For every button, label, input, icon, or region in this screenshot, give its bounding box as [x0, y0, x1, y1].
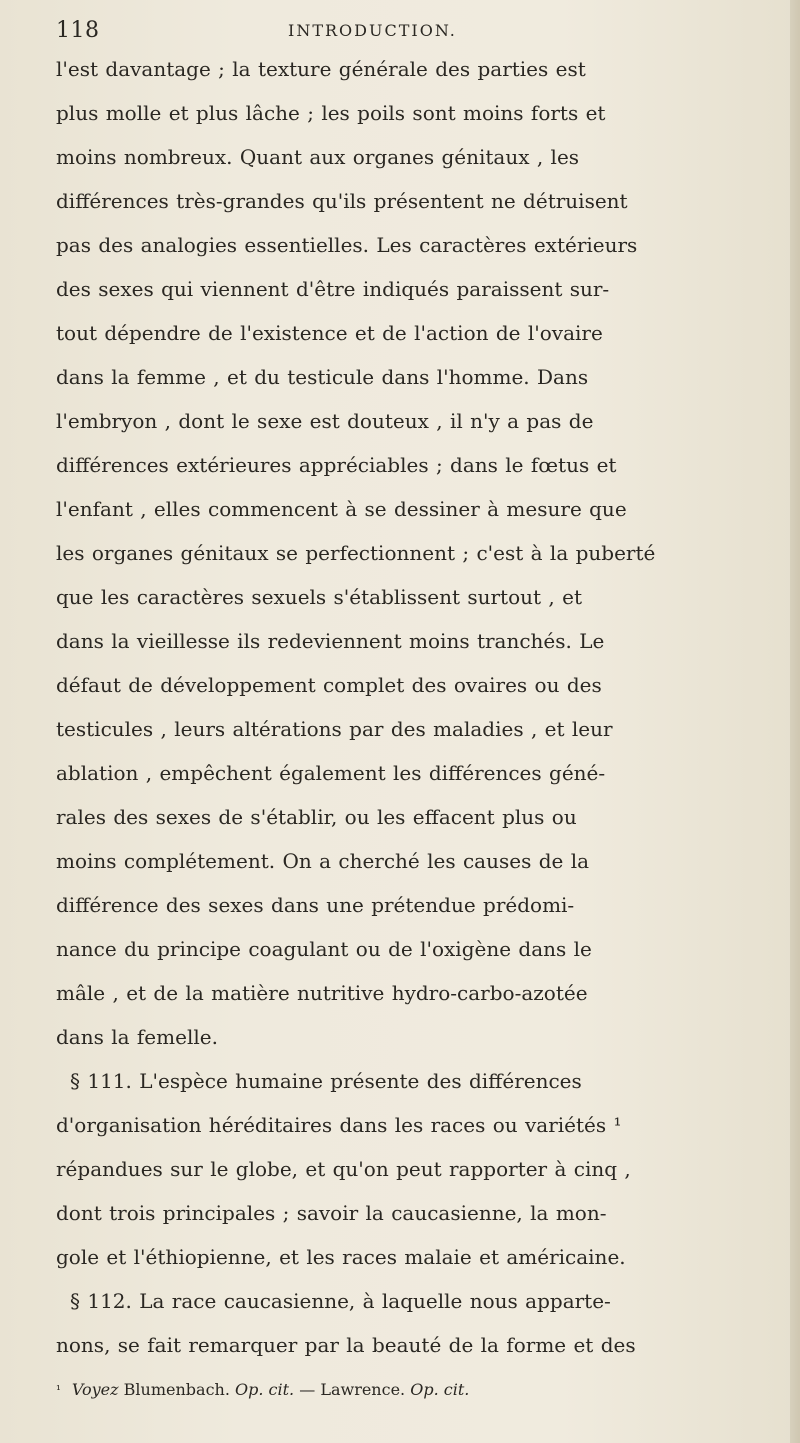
- body-line: gole et l'éthiopienne, et les races malaie et américaine.: [56, 1245, 626, 1269]
- body-line: § 112. La race caucasienne, à laquelle nous apparte-: [70, 1289, 611, 1313]
- footnote-citation: Op. cit.: [235, 1380, 295, 1399]
- body-line: d'organisation héréditaires dans les races ou variétés ¹: [56, 1113, 622, 1137]
- body-line: rales des sexes de s'établir, ou les effacent plus ou: [56, 805, 577, 829]
- body-line: différences très-grandes qu'ils présentent ne détruisent: [56, 189, 628, 213]
- body-line: des sexes qui viennent d'être indiqués paraissent sur-: [56, 277, 610, 301]
- page-number: 118: [56, 18, 100, 43]
- body-line: nance du principe coagulant ou de l'oxigène dans le: [56, 937, 592, 961]
- body-line: dans la vieillesse ils redeviennent moins tranchés. Le: [56, 629, 605, 653]
- page-edge-shadow: [790, 0, 800, 1443]
- body-line: dont trois principales ; savoir la caucasienne, la mon-: [56, 1201, 607, 1225]
- body-line: différences extérieures appréciables ; dans le fœtus et: [56, 453, 617, 477]
- footnote-author: Lawrence.: [320, 1380, 406, 1399]
- footnote-citation: Op. cit.: [410, 1380, 470, 1399]
- footnote: [56, 1378, 746, 1402]
- body-line: mâle , et de la matière nutritive hydro-carbo-azotée: [56, 981, 588, 1005]
- body-line: différence des sexes dans une prétendue prédomi-: [56, 893, 575, 917]
- body-line: plus molle et plus lâche ; les poils sont moins forts et: [56, 101, 606, 125]
- page-header: [56, 18, 746, 58]
- body-line: moins complétement. On a cherché les causes de la: [56, 849, 590, 873]
- body-line: répandues sur le globe, et qu'on peut rapporter à cinq ,: [56, 1157, 631, 1181]
- body-line: les organes génitaux se perfectionnent ; c'est à la puberté: [56, 541, 656, 565]
- body-line: dans la femme , et du testicule dans l'homme. Dans: [56, 365, 589, 389]
- body-line: défaut de développement complet des ovaires ou des: [56, 673, 602, 697]
- footnote-separator: —: [299, 1380, 316, 1399]
- body-line: ablation , empêchent également les différences géné-: [56, 761, 606, 785]
- body-line: l'est davantage ; la texture générale des parties est: [56, 57, 586, 81]
- body-line: l'embryon , dont le sexe est douteux , il n'y a pas de: [56, 409, 594, 433]
- running-head: INTRODUCTION.: [288, 21, 457, 40]
- body-line: nons, se fait remarquer par la beauté de la forme et des: [56, 1333, 636, 1357]
- body-line: l'enfant , elles commencent à se dessiner à mesure que: [56, 497, 627, 521]
- body-line: tout dépendre de l'existence et de l'action de l'ovaire: [56, 321, 603, 345]
- footnote-author: Blumenbach.: [123, 1380, 230, 1399]
- body-text: [56, 54, 746, 1374]
- body-line: testicules , leurs altérations par des maladies , et leur: [56, 717, 613, 741]
- body-line: pas des analogies essentielles. Les caractères extérieurs: [56, 233, 638, 257]
- footnote-voyez: Voyez: [71, 1380, 119, 1399]
- body-line: dans la femelle.: [56, 1025, 218, 1049]
- body-line: que les caractères sexuels s'établissent surtout , et: [56, 585, 582, 609]
- body-line: moins nombreux. Quant aux organes génitaux , les: [56, 145, 580, 169]
- footnote-mark: ¹: [56, 1383, 61, 1397]
- body-line: § 111. L'espèce humaine présente des différences: [70, 1069, 582, 1093]
